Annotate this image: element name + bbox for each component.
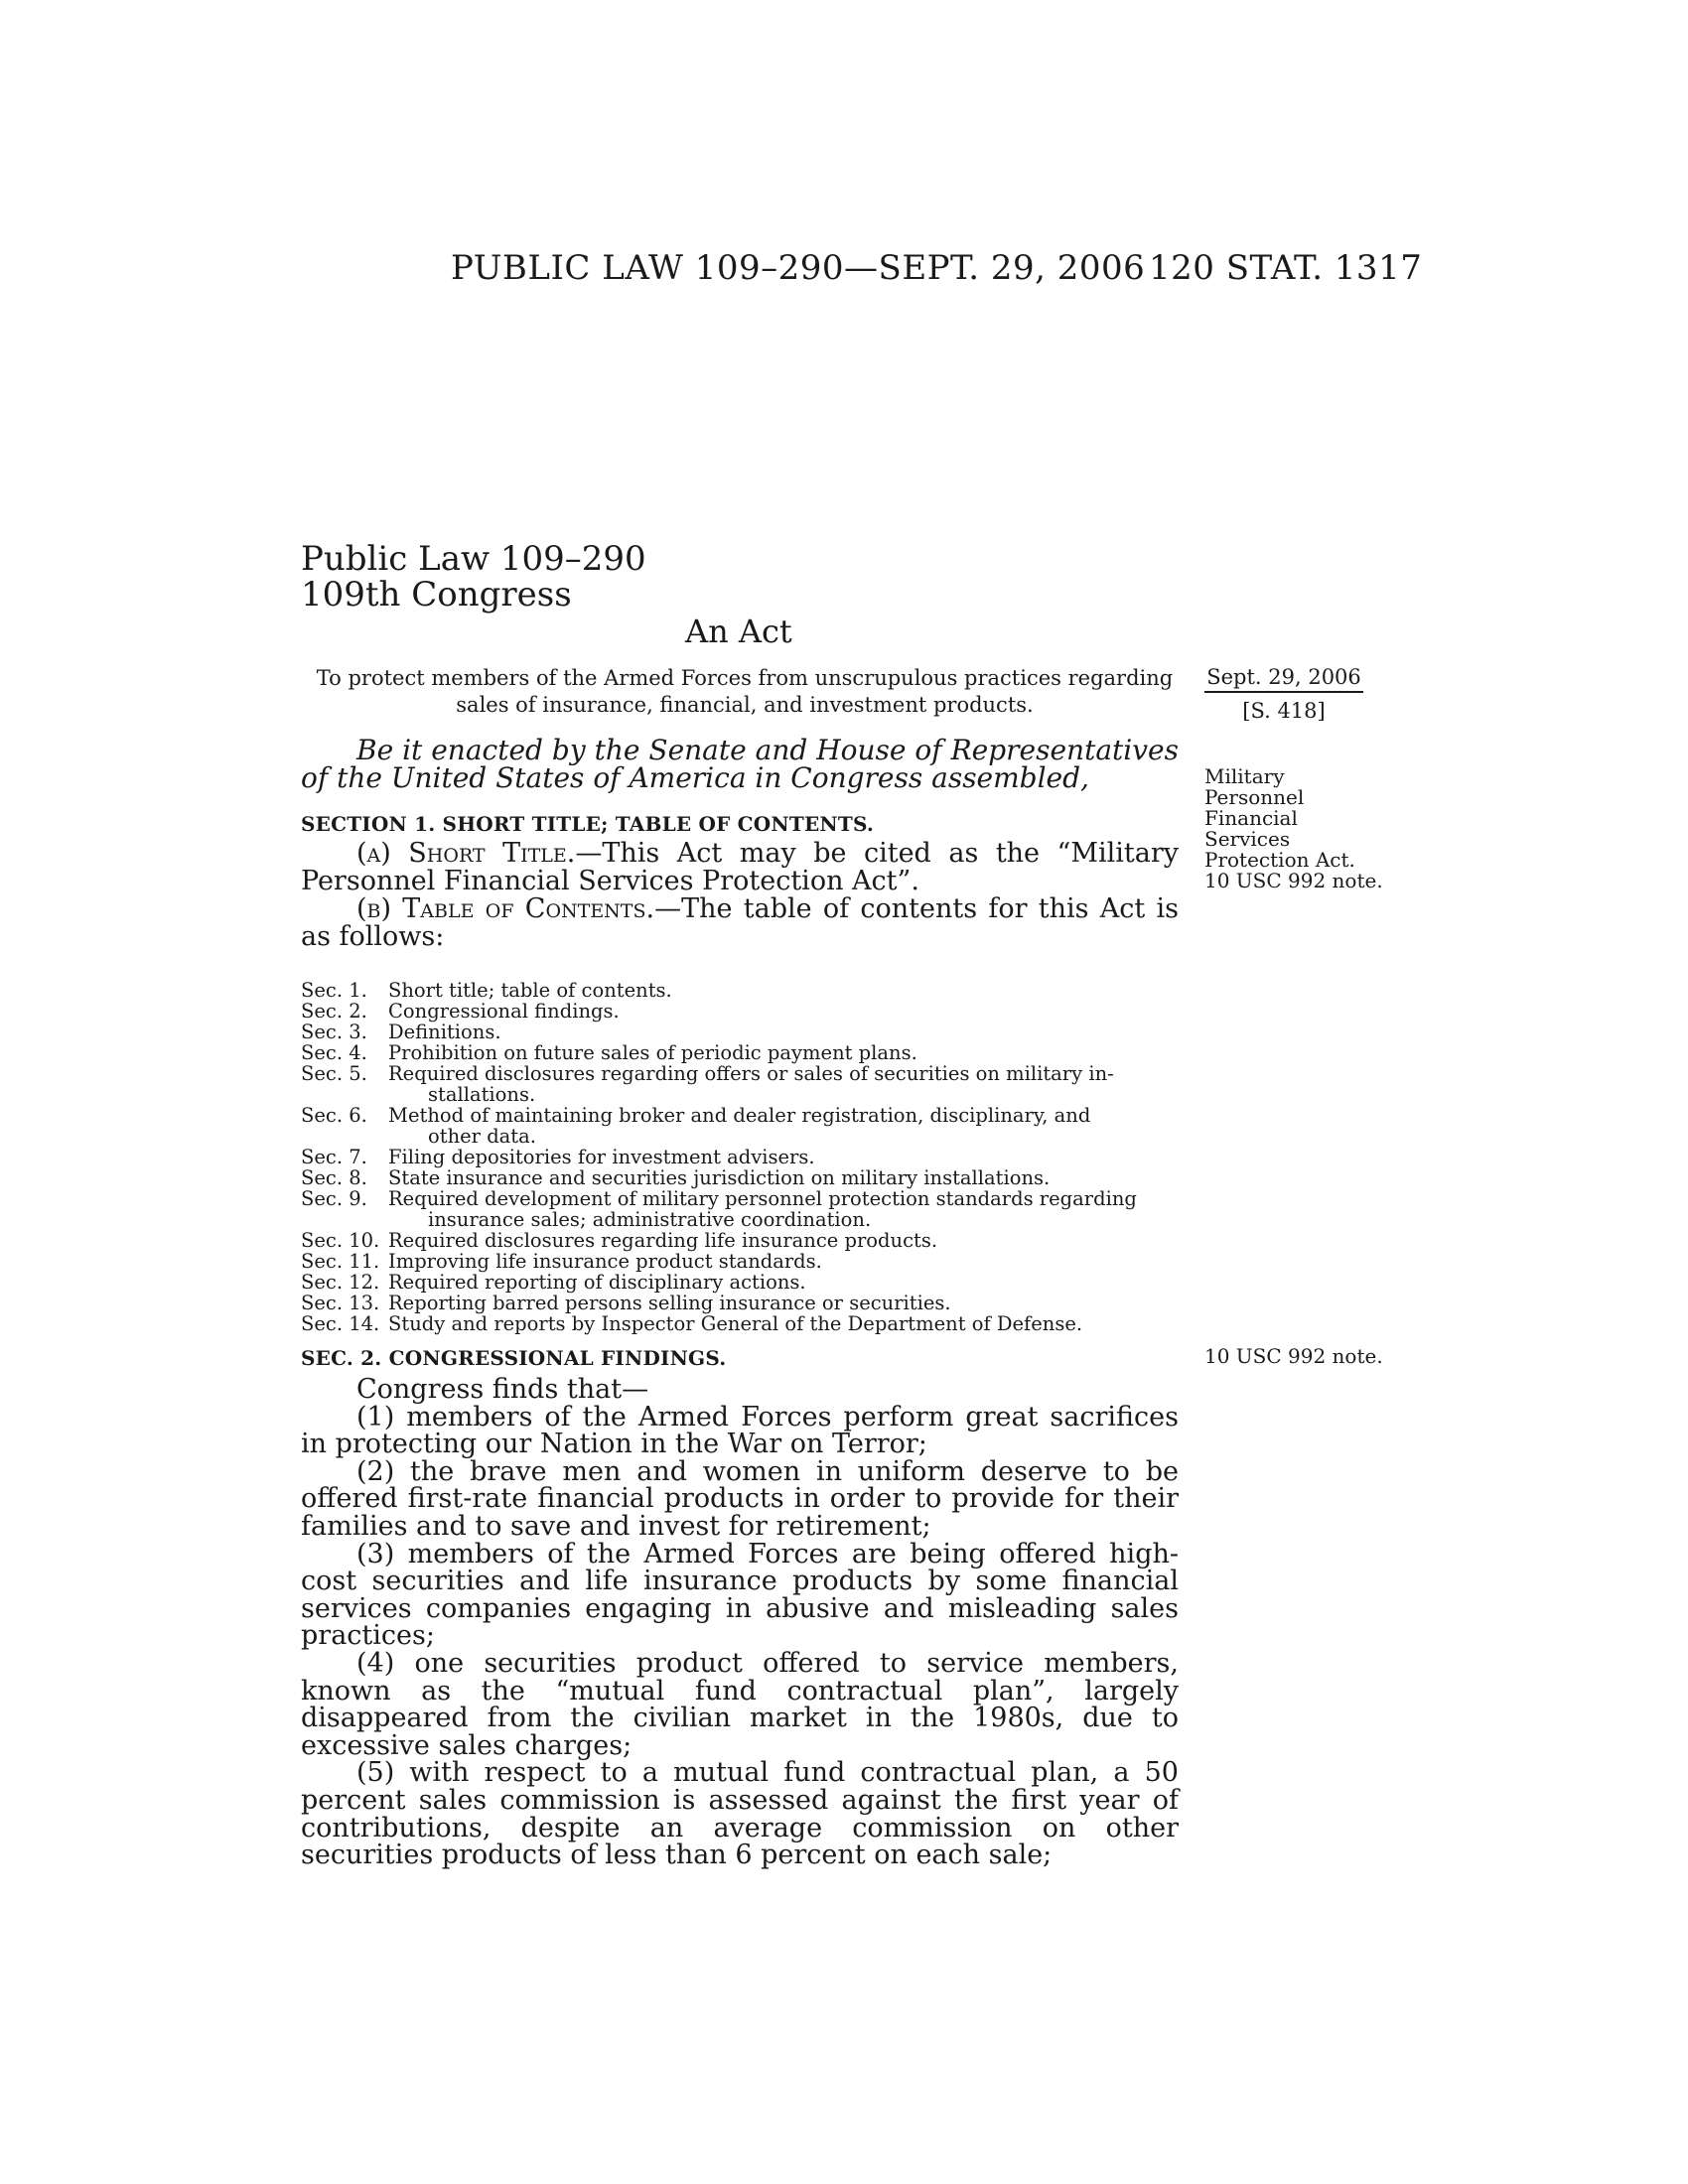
subsection-b-label: (b) Table of Contents. [356,893,655,924]
toc-section-number: Sec. 6. [301,1104,367,1127]
act-purpose [298,665,1192,719]
toc-section-title [388,1063,1179,1105]
finding-paragraph: (4) one securities product offered to service members, known as the “mutual fund contractual plan”, largely disappeared from the civilian market in the 1980s, due to excessive sales charges; [301,1647,1179,1761]
toc-title-text: Study and reports by Inspector General of the Department of Defense. [388,1312,1083,1335]
toc-entry [301,1105,1179,1147]
toc-section-number: Sec. 11. [301,1250,380,1273]
toc-section-title [388,980,1179,1001]
section1-heading: SECTION 1. SHORT TITLE; TABLE OF CONTENTS. [301,812,875,836]
running-header-title: PUBLIC LAW 109–290—SEPT. 29, 2006 [451,248,1146,288]
section2-heading: SEC. 2. CONGRESSIONAL FINDINGS. [301,1346,727,1370]
margin-note-short-title [1204,766,1383,891]
toc-section-number: Sec. 13. [301,1292,380,1314]
congressional-findings [301,1376,1179,1869]
margin-note-line: Personnel [1204,785,1305,809]
toc-title-continuation: stallations. [428,1083,536,1106]
finding-paragraph: (3) members of the Armed Forces are being offered high-cost securities and life insurance products by some financial services companies engaging in abusive and misleading sales practices; [301,1538,1179,1652]
section1-subsection-a [301,840,1179,895]
toc-title-text: Short title; table of contents. [388,979,672,1002]
statute-page-reference: 120 STAT. 1317 [1149,248,1423,288]
purpose-line: sales of insurance, financial, and investment products. [456,693,1034,717]
toc-title-text: State insurance and securities jurisdiction on military installations. [388,1166,1051,1189]
finding-paragraph: (1) members of the Armed Forces perform great sacrifices in protecting our Nation in the War on Terror; [301,1401,1179,1460]
toc-title-text: Required reporting of disciplinary actions. [388,1271,806,1294]
toc-section-title [388,1001,1179,1022]
margin-note-line: Protection Act. [1204,848,1355,872]
toc-title-text: Congressional findings. [388,1000,620,1023]
toc-section-number: Sec. 2. [301,1000,367,1023]
toc-section-number: Sec. 5. [301,1062,367,1085]
toc-section-title [388,1105,1179,1147]
toc-title-text: Required development of military personnel protection standards regarding [388,1187,1137,1210]
subsection-a-text: —This Act may be cited as the “Military Personnel Financial Services Protection Act”. [301,838,1180,896]
margin-note-line: Military [1204,764,1285,788]
toc-section-number: Sec. 7. [301,1146,367,1168]
toc-section-number: Sec. 9. [301,1187,367,1210]
table-of-contents [301,980,1179,1334]
toc-section-title [388,1293,1179,1313]
toc-entry [301,1313,1179,1334]
toc-entry [301,980,1179,1001]
toc-entry [301,1167,1179,1188]
toc-section-number: Sec. 10. [301,1229,380,1252]
toc-title-text: Improving life insurance product standards. [388,1250,822,1273]
toc-section-title [388,1147,1179,1167]
finding-paragraph: (2) the brave men and women in uniform deserve to be offered first-rate financial products in order to provide for their families and to save and invest for retirement; [301,1455,1179,1542]
margin-note-line: 10 USC 992 note. [1204,869,1383,892]
toc-title-text: Required disclosures regarding life insurance products. [388,1229,938,1252]
toc-section-number: Sec. 14. [301,1312,380,1335]
enacting-clause: Be it enacted by the Senate and House of Representatives of the United States of America in Congress assembled, [301,734,1179,794]
toc-title-text: Filing depositories for investment advisers. [388,1146,815,1168]
subsection-a-label: (a) Short Title. [356,838,576,869]
section1-subsection-b [301,895,1179,951]
toc-section-number: Sec. 3. [301,1021,367,1043]
public-law-number: Public Law 109–290 [301,539,646,579]
purpose-line: To protect members of the Armed Forces from unscrupulous practices regarding [316,666,1174,690]
bill-number: [S. 418] [1242,699,1326,723]
toc-section-title [388,1272,1179,1293]
toc-entry [301,1230,1179,1251]
toc-title-text: Reporting barred persons selling insurance or securities. [388,1292,951,1314]
toc-section-number: Sec. 12. [301,1271,380,1294]
toc-entry [301,1147,1179,1167]
toc-entry [301,1001,1179,1022]
toc-title-text: Required disclosures regarding offers or sales of securities on military in- [388,1062,1114,1085]
toc-entry [301,1272,1179,1293]
toc-section-title [388,1022,1179,1042]
toc-title-continuation: insurance sales; administrative coordination. [428,1208,872,1231]
findings-list [301,1401,1179,1871]
toc-entry [301,1042,1179,1063]
act-title: An Act [685,613,792,650]
toc-section-title [388,1188,1179,1230]
enactment-date: Sept. 29, 2006 [1204,665,1363,693]
toc-section-number: Sec. 1. [301,979,367,1002]
margin-note-section2: 10 USC 992 note. [1204,1344,1383,1368]
congress-number: 109th Congress [301,575,572,614]
toc-entry [301,1251,1179,1272]
finding-paragraph: (5) with respect to a mutual fund contractual plan, a 50 percent sales commission is assessed against the first year of contributions, despite an average commission on other securities products of less than 6 percent on each sale; [301,1757,1179,1871]
toc-title-text: Method of maintaining broker and dealer registration, disciplinary, and [388,1104,1091,1127]
margin-note-line: Financial [1204,806,1298,830]
toc-entry [301,1022,1179,1042]
margin-note-line: Services [1204,827,1291,851]
toc-section-number: Sec. 4. [301,1041,367,1064]
toc-section-title [388,1313,1179,1334]
toc-section-number: Sec. 8. [301,1166,367,1189]
toc-title-text: Prohibition on future sales of periodic payment plans. [388,1041,917,1064]
toc-entry [301,1188,1179,1230]
toc-title-continuation: other data. [428,1125,536,1148]
toc-section-title [388,1042,1179,1063]
toc-entry [301,1063,1179,1105]
toc-title-text: Definitions. [388,1021,501,1043]
toc-section-title [388,1251,1179,1272]
toc-section-title [388,1167,1179,1188]
findings-intro: Congress finds that— [356,1374,649,1405]
enactment-date-box [1204,665,1363,723]
toc-entry [301,1293,1179,1313]
subsection-b-text: —The table of contents for this Act is as follows: [301,893,1180,952]
toc-section-title [388,1230,1179,1251]
